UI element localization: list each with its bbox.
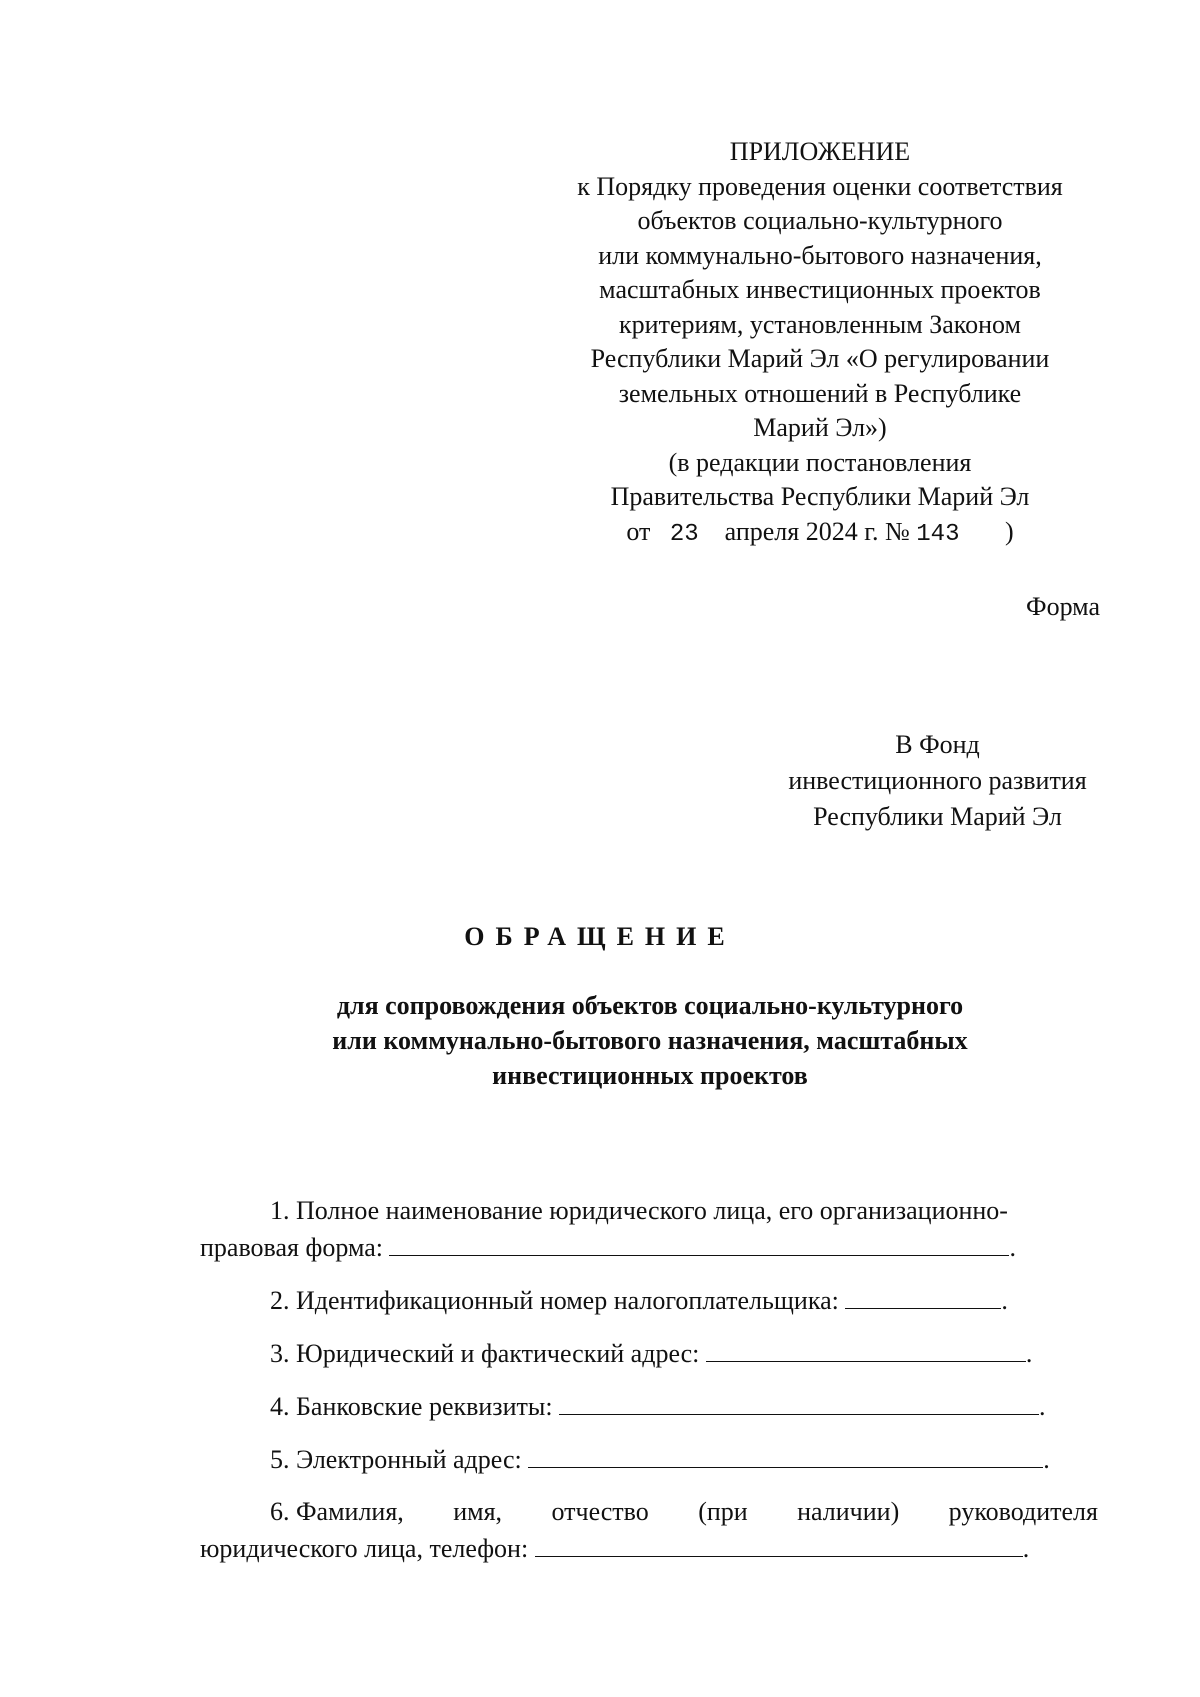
appendix-title: ПРИЛОЖЕНИЕ — [729, 137, 911, 166]
field-label: правовая форма: — [200, 1233, 383, 1262]
field-period: . — [1043, 1445, 1050, 1474]
field-label: 2. Идентификационный номер налогоплательщика: — [270, 1286, 839, 1315]
form-label: Форма — [1026, 592, 1100, 621]
appendix-line: масштабных инвестиционных проектов — [599, 275, 1041, 304]
field-label: 4. Банковские реквизиты: — [270, 1392, 553, 1421]
field-word: (при — [698, 1497, 748, 1526]
field-word: руководителя — [948, 1497, 1098, 1526]
subtitle-line: инвестиционных проектов — [492, 1061, 808, 1090]
address-blank[interactable] — [706, 1335, 1026, 1362]
subtitle-line: для сопровождения объектов социально-культурного — [336, 991, 964, 1020]
director-phone-blank[interactable] — [535, 1530, 1023, 1557]
appendix-line: критериям, установленным Законом — [619, 309, 1021, 339]
date-month-year: апреля 2024 г. № — [724, 516, 910, 546]
addressee-block — [755, 727, 1120, 835]
field-5 — [200, 1441, 1098, 1478]
appendix-line: Правительства Республики Марий Эл — [610, 482, 1030, 511]
appendix-header — [540, 135, 1100, 552]
field-6-line-1 — [200, 1494, 1098, 1530]
field-1-line-2 — [200, 1229, 1098, 1266]
appendix-line: (в редакции постановления — [668, 447, 972, 477]
field-label: 5. Электронный адрес: — [270, 1445, 522, 1474]
email-blank[interactable] — [528, 1441, 1043, 1468]
date-prefix: от — [626, 516, 651, 546]
appendix-date-line — [540, 515, 1100, 553]
addressee-line: В Фонд — [895, 730, 980, 759]
field-label: юридического лица, телефон: — [200, 1534, 529, 1563]
addressee-line: инвестиционного развития — [788, 766, 1087, 795]
field-period: . — [1009, 1233, 1016, 1262]
inn-blank[interactable] — [845, 1282, 1001, 1309]
field-4 — [200, 1388, 1098, 1425]
appendix-line: объектов социально-культурного — [637, 206, 1003, 235]
field-period: . — [1001, 1286, 1008, 1315]
addressee-line: Республики Марий Эл — [813, 802, 1062, 831]
appendix-line: Республики Марий Эл «О регулировании — [590, 344, 1050, 373]
appendix-line: земельных отношений в Республике — [618, 378, 1022, 408]
date-suffix: ) — [1005, 516, 1014, 546]
field-word: отчество — [551, 1497, 649, 1526]
subtitle-line: или коммунально-бытового назначения, масштабных — [332, 1026, 968, 1055]
document-title: ОБРАЩЕНИЕ — [464, 922, 736, 951]
document-subtitle — [200, 988, 1100, 1093]
field-6-line-2 — [200, 1530, 1098, 1567]
field-2 — [200, 1282, 1098, 1319]
field-3 — [200, 1335, 1098, 1372]
field-period: . — [1025, 1339, 1033, 1368]
date-day: 23 — [669, 520, 699, 548]
appendix-line: Марий Эл») — [753, 413, 887, 442]
form-fields — [200, 1193, 1098, 1567]
field-word: имя, — [453, 1497, 503, 1526]
field-word: 6. Фамилия, — [270, 1497, 404, 1526]
doc-number: 143 — [916, 520, 960, 548]
bank-details-blank[interactable] — [559, 1388, 1039, 1415]
field-word: наличии) — [797, 1497, 900, 1526]
field-1-line-1 — [200, 1193, 1098, 1229]
field-period: . — [1039, 1392, 1046, 1421]
field-label: 3. Юридический и фактический адрес: — [270, 1339, 700, 1368]
appendix-line: к Порядку проведения оценки соответствия — [577, 171, 1063, 201]
legal-form-blank[interactable] — [389, 1229, 1009, 1256]
appendix-line: или коммунально-бытового назначения, — [598, 240, 1042, 270]
field-period: . — [1022, 1534, 1030, 1563]
field-label: 1. Полное наименование юридического лица, его организационно- — [270, 1196, 1008, 1225]
